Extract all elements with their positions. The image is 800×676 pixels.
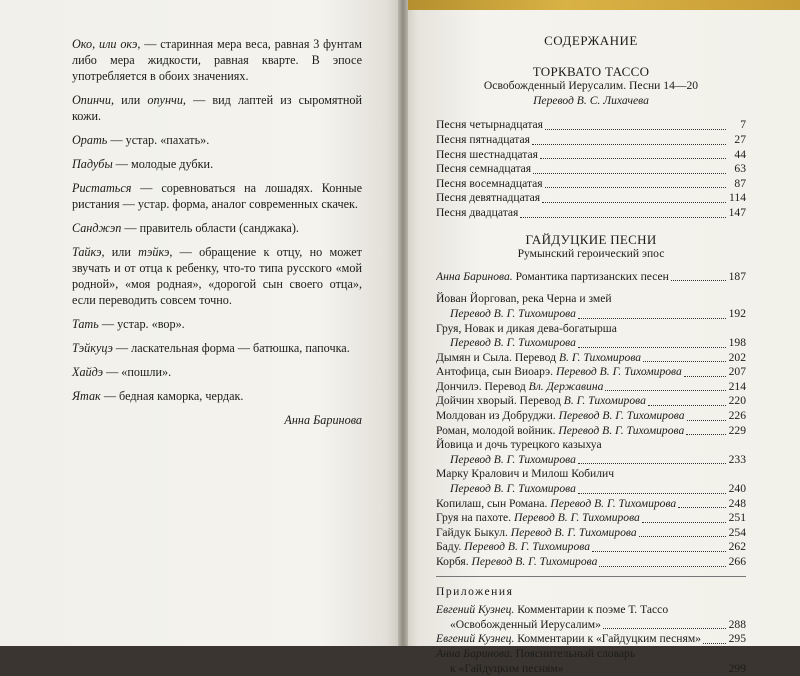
glossary-term: Тать (72, 317, 99, 331)
toc-entry-line (436, 336, 746, 351)
glossary-entry (72, 92, 362, 124)
toc-entry-page: 262 (728, 540, 746, 554)
toc-entry-translator: Перевод В. Г. Тихомирова (558, 423, 685, 437)
toc-entry-translator: Перевод В. Г. Тихомирова (471, 555, 598, 568)
toc-entry-title: Дымян и Сыла. Перевод (436, 350, 559, 364)
glossary-term: Тэйкуцэ (72, 341, 113, 355)
toc-entry-line (436, 662, 746, 676)
glossary-definition: — устар. «пахать». (107, 133, 210, 147)
toc-entry-title: Груя на пахоте. (436, 511, 514, 525)
toc-entry-title: Песня шестнадцатая (436, 147, 538, 161)
toc-entry-page: 63 (734, 162, 746, 176)
glossary-entry (72, 36, 362, 84)
glossary-term: Орать (72, 133, 108, 147)
toc-entry-page: 198 (728, 336, 746, 350)
toc-entry[interactable] (436, 497, 746, 512)
toc-entry-page: 147 (728, 205, 746, 219)
toc-entry-page: 233 (728, 452, 746, 466)
toc-entry[interactable] (436, 191, 746, 206)
toc-entry-page: 299 (728, 661, 746, 675)
toc-entry-page: 44 (734, 147, 746, 161)
toc-entry-title: Марку Кралович и Милош Кобилич (436, 467, 615, 481)
glossary-definition: — обращение к отцу, но может звучать и от отца к ребенку, что-то типа русского «мой родной», «моя родная», «дорогой сын своего отца», если переводить совсем точно. (72, 245, 362, 307)
toc-entry-line (436, 453, 746, 468)
tasso-toc-list (436, 118, 746, 220)
leader-dots (545, 186, 726, 188)
glossary-definition: — старинная мера веса, равная 3 фунтам либо мера жидкости, равная кварте. В эпосе употребляется в обоих значениях. (72, 37, 362, 83)
toc-entry-title-cont: к «Гайдуцким песням» (450, 661, 564, 675)
toc-entry[interactable] (436, 438, 746, 467)
toc-entry-translator: В. Г. Тихомирова (558, 350, 642, 364)
toc-entry-page: 220 (728, 394, 746, 408)
toc-entry-line (436, 394, 746, 409)
glossary-entry (72, 364, 362, 380)
toc-entry-title: Копилаш, сын Романа. (436, 496, 551, 510)
glossary-term-variant: опунчи, (147, 93, 186, 107)
haiduk-toc-list (436, 292, 746, 569)
toc-entry-translator: Перевод В. Г. Тихомирова (464, 540, 591, 554)
glossary-term: Ристаться (72, 181, 132, 195)
toc-entry[interactable] (436, 603, 746, 632)
glossary-term: Опинчи, (72, 93, 114, 107)
toc-entry-translator: Перевод В. Г. Тихомирова (450, 482, 576, 496)
leader-dots (605, 389, 726, 391)
toc-entry-title: Корбя. (436, 555, 472, 568)
glossary-term: Падубы (72, 157, 113, 171)
glossary-definition: — вид лаптей из сыромятной кожи. (72, 93, 362, 123)
toc-entry-author: Анна Баринова. (436, 269, 513, 283)
toc-entry-author: Евгений Кузнец. (436, 632, 515, 646)
glossary-definition: — соревноваться на лошадях. Конные ристания — устар. форма, аналог современных скачек. (72, 181, 362, 211)
glossary-definition: или (104, 245, 139, 259)
toc-entry-author: Евгений Кузнец. (436, 603, 515, 617)
toc-entry-title: Песня пятнадцатая (436, 132, 530, 146)
haiduk-section-title: ГАЙДУЦКИЕ ПЕСНИ (525, 231, 657, 247)
leader-dots (686, 433, 726, 435)
leader-dots (578, 317, 726, 319)
toc-entry[interactable] (436, 555, 746, 570)
leader-dots (648, 404, 726, 406)
toc-entry-page: 207 (728, 365, 746, 379)
glossary-definition: или (114, 93, 148, 107)
toc-entry-translator: Перевод В. Г. Тихомирова (450, 336, 576, 350)
toc-entry-title: Груя, Новак и дикая дева-богатырша (436, 321, 617, 335)
appendix-title: Приложения (436, 584, 514, 598)
toc-entry-line (436, 365, 746, 380)
toc-entry-page: 226 (728, 409, 746, 423)
toc-entry-line (436, 351, 746, 366)
glossary-entry (72, 340, 362, 356)
toc-entry-line (436, 618, 746, 633)
leader-dots (678, 506, 726, 508)
leader-dots (687, 419, 727, 421)
toc-entry[interactable] (436, 162, 746, 177)
toc-entry-title: Комментарии к поэме Т. Тассо (514, 603, 669, 617)
leader-dots (599, 565, 726, 567)
toc-entry-page: 27 (734, 132, 746, 146)
gilded-edge (408, 0, 800, 10)
leader-dots (703, 642, 726, 644)
toc-entry-line (436, 307, 746, 322)
toc-entry-title: Гайдук Быкул. (436, 525, 511, 539)
leader-dots (639, 535, 726, 537)
glossary-entry (72, 220, 362, 236)
toc-entry-translator: Перевод В. Г. Тихомирова (550, 496, 677, 510)
glossary-definition: — «пошли». (103, 365, 172, 379)
toc-entry-line (436, 526, 746, 541)
toc-entry-title: Комментарии к «Гайдуцким песням» (514, 632, 701, 646)
toc-entry-title: Песня восемнадцатая (436, 176, 543, 190)
toc-entry-title: Баду. (436, 540, 465, 554)
toc-entry-translator: Перевод В. Г. Тихомирова (510, 525, 637, 539)
leader-dots (603, 627, 726, 629)
glossary-term-variant: тэйкэ, (138, 245, 173, 259)
toc-entry-title: Песня семнадцатая (436, 162, 532, 176)
toc-entry-title: Песня девятнадцатая (436, 191, 541, 205)
toc-entry-title: Йован Йорговan, река Черна и змей (436, 292, 612, 306)
haiduk-section-subtitle: Румынский героический эпос (517, 247, 665, 261)
leader-dots (684, 375, 726, 377)
toc-entry-page: 288 (728, 617, 746, 631)
glossary (72, 34, 362, 428)
toc-entry[interactable] (436, 351, 746, 366)
toc-entry[interactable] (436, 511, 746, 526)
toc-entry-page: 192 (728, 306, 746, 320)
leader-dots (578, 462, 726, 464)
glossary-term: Хайдэ (72, 365, 104, 379)
leader-dots (566, 671, 726, 673)
toc-entry-translator: Вл. Державина (528, 379, 604, 393)
glossary-term: Санджэп (72, 221, 122, 235)
glossary-entry (72, 156, 362, 172)
appendix-toc-list (436, 603, 746, 676)
toc-entry[interactable] (436, 177, 746, 192)
leader-dots (542, 201, 726, 203)
toc-entry-page: 254 (728, 525, 746, 539)
glossary-entry (72, 244, 362, 308)
leader-dots (592, 550, 726, 552)
leader-dots (533, 172, 726, 174)
toc-entry-title: Песня четырнадцатая (436, 118, 544, 132)
toc-entry[interactable] (436, 322, 746, 351)
toc-entry-page: 114 (729, 191, 746, 205)
toc-entry[interactable] (436, 647, 746, 676)
toc-entry-line (436, 603, 746, 618)
toc-entry[interactable] (436, 380, 746, 395)
toc-entry[interactable] (436, 424, 746, 439)
toc-entry-translator: В. Г. Тихомирова (563, 394, 646, 408)
toc-entry-line (436, 409, 746, 424)
toc-entry-line (436, 380, 746, 395)
leader-dots (532, 143, 726, 145)
toc-entry[interactable] (436, 133, 746, 148)
toc-entry-title: Пояснительный словарь (512, 646, 636, 660)
leader-dots (520, 216, 726, 218)
glossary-signature: Анна Баринова (284, 413, 362, 427)
toc-entry-page: 7 (740, 118, 746, 132)
divider (436, 576, 746, 577)
tasso-section-subtitle: Освобожденный Иерусалим. Песни 14—20 (483, 79, 699, 93)
toc-entry[interactable] (436, 632, 746, 647)
toc-entry-page: 229 (728, 423, 746, 437)
table-of-contents (436, 34, 746, 676)
toc-entry[interactable] (436, 365, 746, 380)
toc-entry-title: Йовица и дочь турецкого казыхуа (436, 438, 602, 452)
toc-entry-page: 266 (728, 555, 746, 568)
glossary-entry (72, 316, 362, 332)
glossary-entry (72, 180, 362, 212)
toc-entry-page: 240 (728, 482, 746, 496)
toc-entry[interactable] (436, 526, 746, 541)
toc-entry-title: Роман, молодой войник. (436, 423, 559, 437)
toc-entry-page: 248 (728, 496, 746, 510)
toc-entry[interactable] (436, 394, 746, 409)
toc-entry-page: 187 (728, 269, 746, 283)
toc-entry-title: Дойчин хворый. Перевод (436, 394, 564, 408)
glossary-definition: — ласкательная форма — батюшка, папочка. (112, 341, 350, 355)
glossary-entry (72, 388, 362, 404)
glossary-definition: — правитель области (санджака). (121, 221, 299, 235)
toc-entry[interactable] (436, 292, 746, 321)
toc-entry-page: 251 (728, 511, 746, 525)
leader-dots (540, 157, 726, 159)
leader-dots (545, 128, 726, 130)
glossary-term: Ятак (72, 389, 101, 403)
toc-entry-page: 295 (728, 632, 746, 646)
tasso-translator: Перевод В. С. Лихачева (533, 93, 649, 107)
toc-entry-translator: Перевод В. Г. Тихомирова (450, 306, 576, 320)
toc-entry[interactable] (436, 409, 746, 424)
toc-entry[interactable] (436, 148, 746, 163)
toc-entry-line (436, 647, 746, 662)
toc-entry-line (436, 424, 746, 439)
glossary-definition: — устар. «вор». (98, 317, 185, 331)
toc-entry[interactable] (436, 118, 746, 133)
toc-entry-author: Анна Баринова. (436, 646, 513, 660)
book-spine (398, 0, 408, 646)
leader-dots (642, 521, 726, 523)
toc-entry-translator: Перевод В. Г. Тихомирова (555, 365, 682, 379)
toc-entry-translator: Перевод В. Г. Тихомирова (558, 409, 685, 423)
toc-entry-line (436, 555, 746, 570)
toc-entry[interactable] (436, 206, 746, 221)
glossary-term: Око, или окэ, (72, 37, 141, 51)
glossary-definition: — бедная каморка, чердак. (100, 389, 244, 403)
toc-entry-line (436, 511, 746, 526)
glossary-entry (72, 132, 362, 148)
leader-dots (578, 346, 726, 348)
leader-dots (643, 360, 726, 362)
toc-entry-line (436, 632, 746, 647)
toc-heading: СОДЕРЖАНИЕ (544, 33, 638, 48)
toc-entry-translator: Перевод В. Г. Тихомирова (450, 452, 576, 466)
toc-entry-title: Молдован из Добруджи. (436, 409, 559, 423)
toc-entry-title: Антофица, сын Виоарэ. (436, 365, 556, 379)
toc-entry-page: 214 (728, 379, 746, 393)
toc-entry-page: 202 (728, 350, 746, 364)
toc-entry-translator: Перевод В. Г. Тихомирова (513, 511, 640, 525)
toc-entry-title-cont: «Освобожденный Иерусалим» (450, 617, 601, 631)
toc-entry[interactable] (436, 540, 746, 555)
toc-entry-line (436, 540, 746, 555)
tasso-section-title: ТОРКВАТО ТАССО (532, 63, 650, 79)
glossary-term: Тайкэ, (72, 245, 105, 259)
toc-entry-title: Песня двадцатая (436, 205, 519, 219)
leader-dots (578, 492, 726, 494)
toc-entry-page: 87 (734, 176, 746, 190)
toc-entry-title: Дончилэ. Перевод (436, 379, 529, 393)
toc-entry[interactable] (436, 467, 746, 496)
toc-entry-line (436, 497, 746, 512)
toc-entry-title: Романтика партизанских песен (512, 269, 669, 283)
toc-entry[interactable] (436, 270, 746, 285)
glossary-definition: — молодые дубки. (112, 157, 214, 171)
toc-entry-line (436, 482, 746, 497)
